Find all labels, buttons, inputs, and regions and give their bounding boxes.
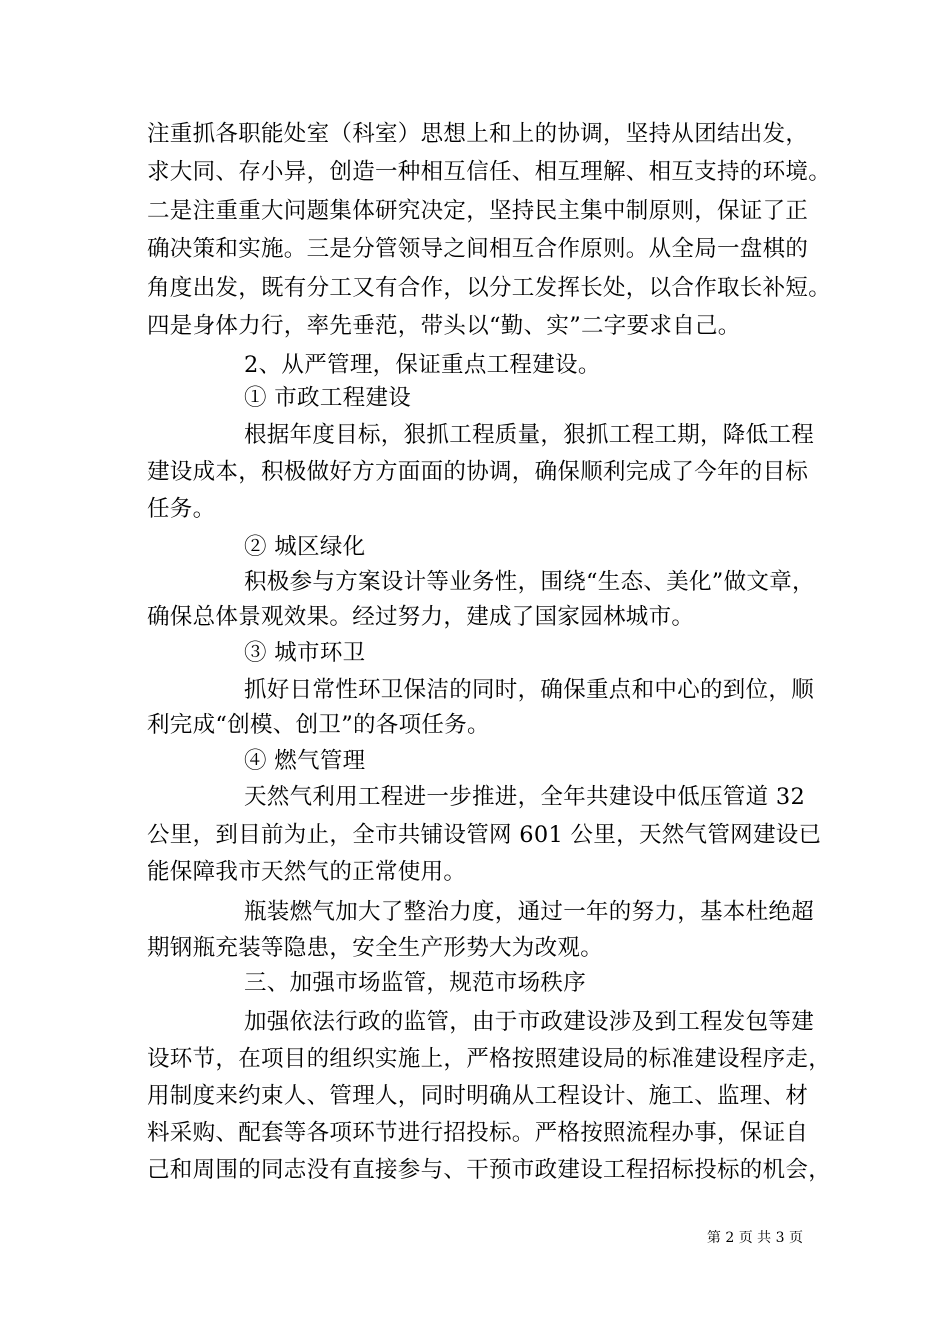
subsection-heading: ④ 燃气管理 xyxy=(244,748,366,774)
paragraph-line: 建设成本，积极做好方方面面的协调，确保顺利完成了今年的目标 xyxy=(147,459,809,485)
paragraph-line: 用制度来约束人、管理人，同时明确从工程设计、施工、监理、材 xyxy=(147,1083,809,1109)
paragraph-line: 利完成“创模、创卫”的各项任务。 xyxy=(147,712,490,738)
paragraph-line: 确决策和实施。三是分管领导之间相互合作原则。从全局一盘棋的 xyxy=(147,236,809,262)
paragraph-line: 公里，到目前为止，全市共铺设管网 601 公里，天然气管网建设已 xyxy=(147,822,822,848)
paragraph-line: 加强依法行政的监管，由于市政建设涉及到工程发包等建 xyxy=(244,1009,815,1035)
subsection-heading: ③ 城市环卫 xyxy=(244,640,366,666)
paragraph-line: 确保总体景观效果。经过努力，建成了国家园林城市。 xyxy=(147,604,695,630)
subsection-heading: ① 市政工程建设 xyxy=(244,385,412,411)
paragraph-line: 期钢瓶充装等隐患，安全生产形势大为改观。 xyxy=(147,935,604,961)
paragraph-line: 角度出发，既有分工又有合作，以分工发挥长处，以合作取长补短。 xyxy=(147,275,832,301)
paragraph-line: 己和周围的同志没有直接参与、干预市政建设工程招标投标的机会， xyxy=(147,1157,832,1183)
paragraph-line: 二是注重重大问题集体研究决定，坚持民主集中制原则，保证了正 xyxy=(147,198,809,224)
paragraph-line: 根据年度目标，狠抓工程质量，狠抓工程工期，降低工程 xyxy=(244,422,815,448)
paragraph-line: 积极参与方案设计等业务性，围绕“生态、美化”做文章， xyxy=(244,569,815,595)
page-number-footer: 第 2 页 共 3 页 xyxy=(706,1230,803,1246)
paragraph-line: 料采购、配套等各项环节进行招投标。严格按照流程办事，保证自 xyxy=(147,1120,809,1146)
section-heading: 三、加强市场监管，规范市场秩序 xyxy=(244,970,587,996)
paragraph-line: 求大同、存小异，创造一种相互信任、相互理解、相互支持的环境。 xyxy=(147,159,832,185)
paragraph-line: 抓好日常性环卫保洁的同时，确保重点和中心的到位，顺 xyxy=(244,677,815,703)
paragraph-line: 四是身体力行，率先垂范，带头以“勤、实”二字要求自己。 xyxy=(147,313,741,339)
subsection-heading: ② 城区绿化 xyxy=(244,534,366,560)
paragraph-line: 天然气利用工程进一步推进，全年共建设中低压管道 32 xyxy=(244,784,806,810)
paragraph-line: 设环节，在项目的组织实施上，严格按照建设局的标准建设程序走， xyxy=(147,1046,832,1072)
paragraph-line: 任务。 xyxy=(147,496,216,522)
paragraph-line: 能保障我市天然气的正常使用。 xyxy=(147,859,467,885)
paragraph-line: 注重抓各职能处室（科室）思想上和上的协调，坚持从团结出发， xyxy=(147,121,809,147)
paragraph-line: 瓶装燃气加大了整治力度，通过一年的努力，基本杜绝超 xyxy=(244,899,815,925)
section-heading: 2、从严管理，保证重点工程建设。 xyxy=(244,352,601,378)
